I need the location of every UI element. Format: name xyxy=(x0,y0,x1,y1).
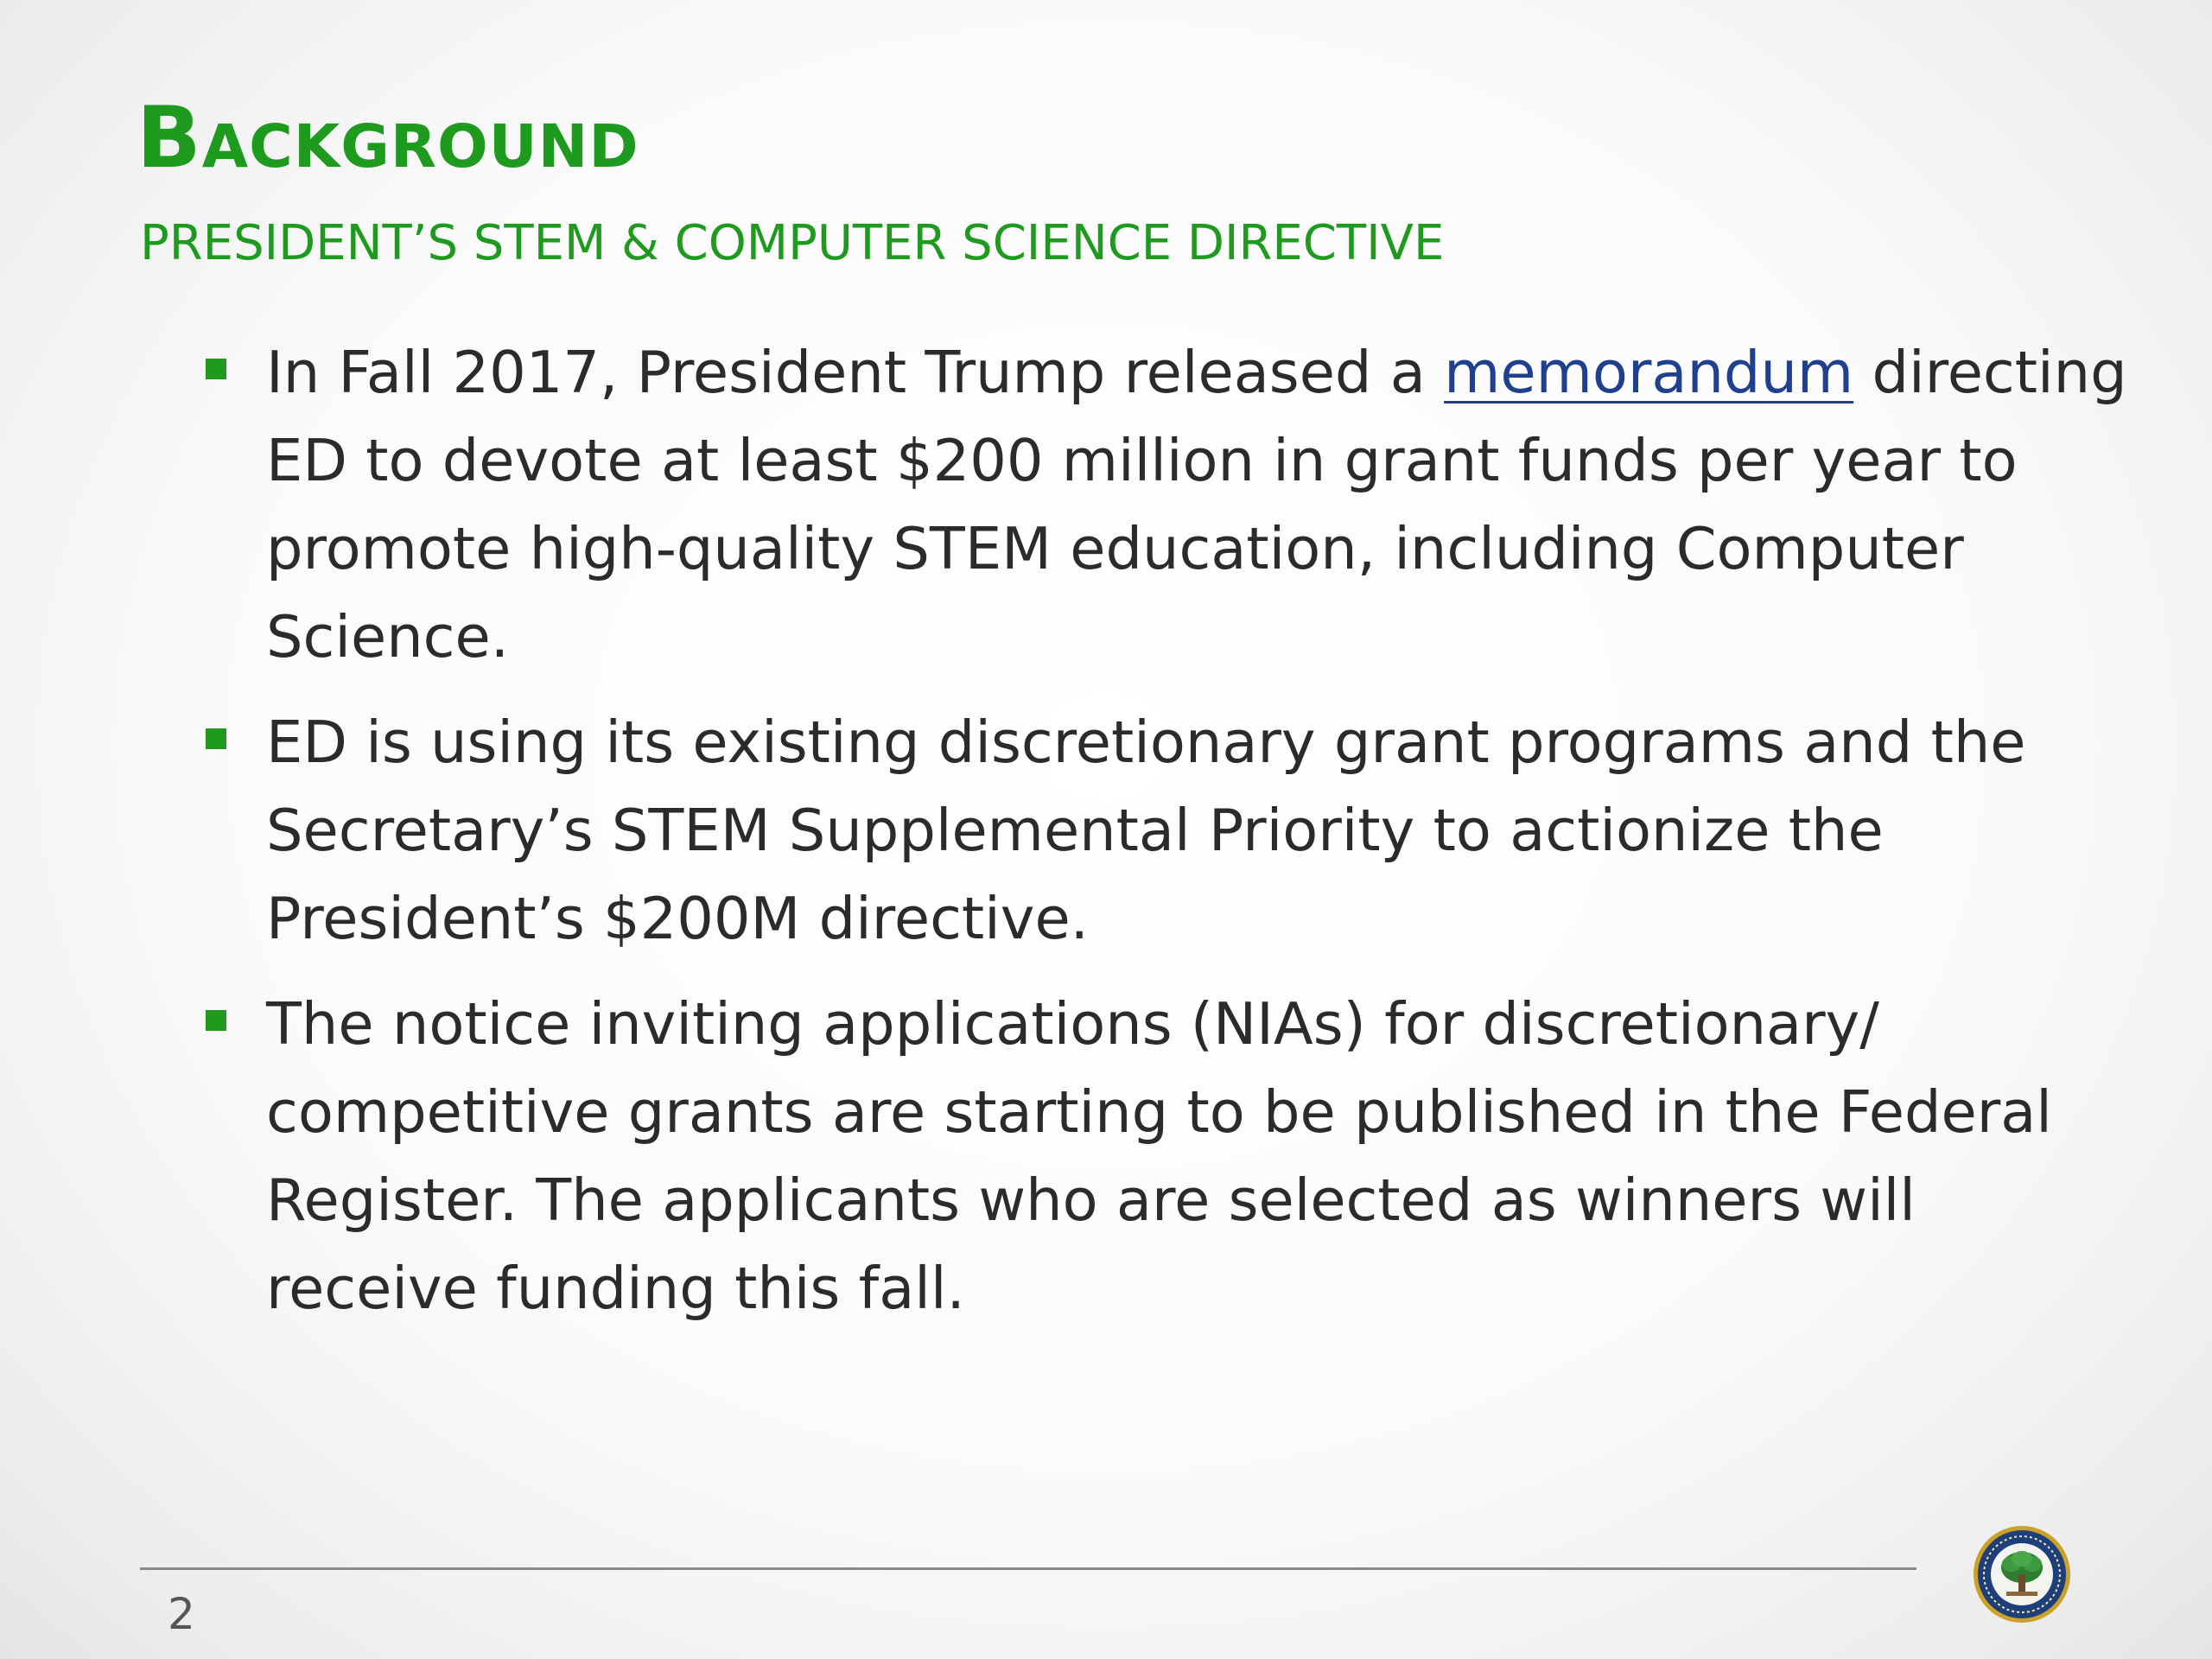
bullet-text: The notice inviting applications (NIAs) for discretionary/ competitive grants are starting to be published in the Federal Register. The applicants who are selected as winners will receive funding this fall. xyxy=(266,990,2052,1322)
square-bullet-icon xyxy=(206,1010,226,1031)
slide-title: Background xyxy=(137,89,639,188)
department-of-education-seal-icon xyxy=(1972,1524,2072,1624)
bullet-text: ED is using its existing discretionary grant programs and the Secretary’s STEM Supplemental Priority to actionize the President’s $200M directive. xyxy=(266,709,2026,952)
bullet-text-part: In Fall 2017, President Trump released a xyxy=(266,339,1445,406)
bullet-item-grant-programs xyxy=(200,698,2127,963)
page-number: 2 xyxy=(168,1589,195,1639)
memorandum-link[interactable]: memorandum xyxy=(1444,339,1854,406)
slide-subtitle: PRESIDENT’S STEM & COMPUTER SCIENCE DIRECTIVE xyxy=(140,215,1445,271)
square-bullet-icon xyxy=(206,359,226,379)
bullet-item-memorandum xyxy=(200,328,2127,681)
bullet-text-part: directing ED to devote at least $200 million in grant funds per year to promote high-quality STEM education, including Computer Science. xyxy=(266,339,2127,671)
bullet-list xyxy=(200,328,2127,1350)
bullet-item-nias xyxy=(200,980,2127,1332)
square-bullet-icon xyxy=(206,728,226,749)
footer-divider xyxy=(140,1567,1916,1570)
